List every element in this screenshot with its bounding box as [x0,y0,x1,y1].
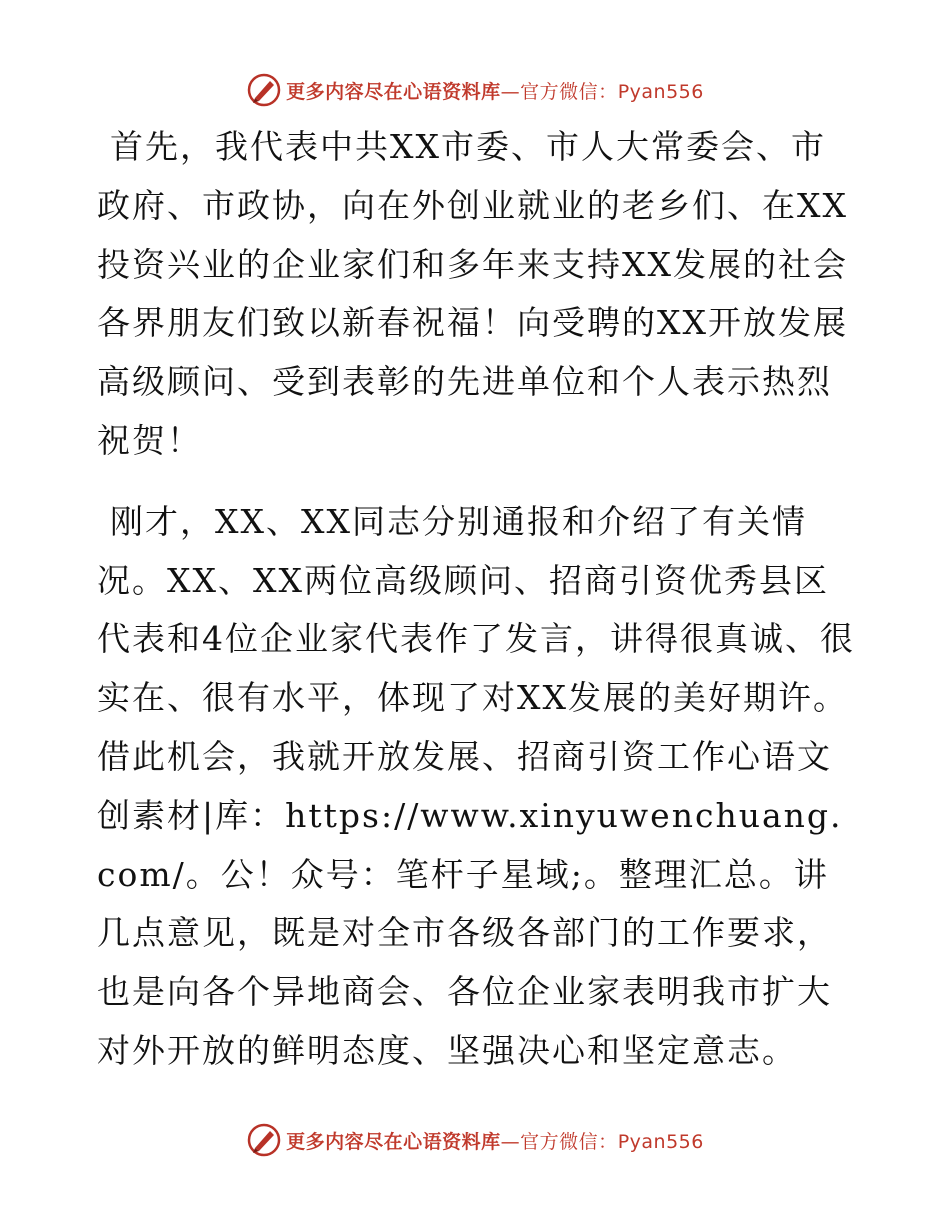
banner-wechat-label: 官方微信： [520,80,618,103]
paragraph-2: 刚才，XX、XX同志分别通报和介绍了有关情况。XX、XX两位高级顾问、招商引资优秀县区代表和4位企业家代表作了发言，讲得很真诚、很实在、很有水平，体现了对XX发展的美好期许。借此机会，我就开放发展、招商引资工作心语文创素材|库：https://www.xinyuwenchuang.com/。公！众号：笔杆子星域;。整理汇总。讲几点意见，既是对全市各级各部门的工作要求，也是向各个异地商会、各位企业家表明我市扩大对外开放的鲜明态度、坚强决心和坚定意志。 [97,501,855,1070]
footer-banner [0,1120,950,1160]
banner-text [286,77,704,104]
banner-wechat-id: Pyan556 [617,80,704,103]
pen-logo-icon [246,1122,282,1158]
banner-title: 更多内容尽在心语资料库 [286,1130,501,1153]
banner-text [286,1127,704,1154]
banner-title: 更多内容尽在心语资料库 [286,80,501,103]
banner-dash: — [500,1130,521,1153]
header-banner [0,70,950,110]
banner-dash: — [500,80,521,103]
pen-logo-icon [246,72,282,108]
document-body [97,118,857,1081]
paragraph-1: 首先，我代表中共XX市委、市人大常委会、市政府、市政协，向在外创业就业的老乡们、在XX投资兴业的企业家们和多年来支持XX发展的社会各界朋友们致以新春祝福！向受聘的XX开放发展高级顾问、受到表彰的先进单位和个人表示热烈祝贺！ [97,127,848,460]
banner-wechat-label: 官方微信： [520,1130,618,1153]
banner-wechat-id: Pyan556 [617,1130,704,1153]
